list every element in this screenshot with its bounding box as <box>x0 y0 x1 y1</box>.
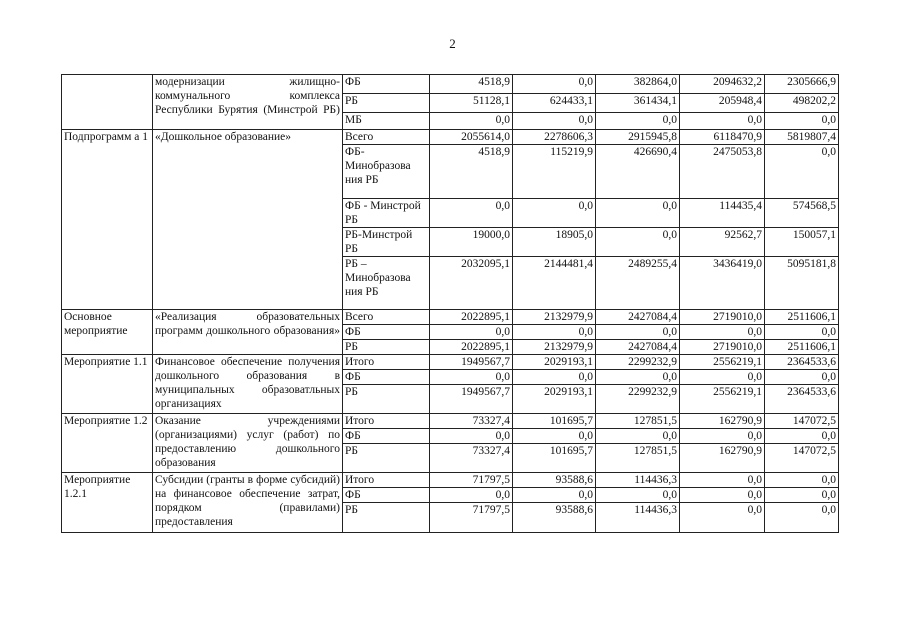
amount-cell: 0,0 <box>513 113 596 130</box>
program-name-cell: Мероприятие 1.1 <box>62 355 153 414</box>
program-name-cell: Мероприятие 1.2 <box>62 414 153 473</box>
amount-cell: 2132979,9 <box>513 340 596 355</box>
program-description-cell <box>153 310 343 355</box>
amount-cell: 2915945,8 <box>596 130 680 145</box>
program-description-text: модернизации жилищно-коммунального комплекса Республики Бурятия (Минстрой РБ) <box>155 76 340 116</box>
funding-source-cell: ФБ <box>343 325 430 340</box>
funding-source-cell: РБ <box>343 444 430 473</box>
program-name-cell: Мероприятие 1.2.1 <box>62 473 153 533</box>
funding-source-cell: ФБ - Минстрой РБ <box>343 199 430 228</box>
program-description-cell <box>153 355 343 414</box>
amount-cell: 0,0 <box>513 325 596 340</box>
amount-cell: 0,0 <box>513 75 596 94</box>
funding-source-cell: РБ – Минобразова ния РБ <box>343 257 430 310</box>
amount-cell: 2032095,1 <box>430 257 513 310</box>
amount-cell: 426690,4 <box>596 145 680 199</box>
amount-cell: 2029193,1 <box>513 355 596 370</box>
amount-cell: 115219,9 <box>513 145 596 199</box>
amount-cell: 574568,5 <box>765 199 839 228</box>
amount-cell: 0,0 <box>430 325 513 340</box>
funding-source-cell: ФБ <box>343 370 430 385</box>
amount-cell: 2427084,4 <box>596 340 680 355</box>
funding-source-cell: РБ <box>343 503 430 533</box>
amount-cell: 147072,5 <box>765 414 839 429</box>
amount-cell: 114435,4 <box>680 199 765 228</box>
amount-cell: 2022895,1 <box>430 310 513 325</box>
amount-cell: 2144481,4 <box>513 257 596 310</box>
program-name-cell: Основное мероприятие <box>62 310 153 355</box>
amount-cell: 51128,1 <box>430 94 513 113</box>
amount-cell: 0,0 <box>596 228 680 257</box>
amount-cell: 0,0 <box>430 429 513 444</box>
amount-cell: 0,0 <box>680 488 765 503</box>
amount-cell: 6118470,9 <box>680 130 765 145</box>
amount-cell: 0,0 <box>596 488 680 503</box>
amount-cell: 0,0 <box>765 488 839 503</box>
amount-cell: 1949567,7 <box>430 355 513 370</box>
amount-cell: 0,0 <box>430 488 513 503</box>
amount-cell: 4518,9 <box>430 145 513 199</box>
program-description-cell <box>153 473 343 533</box>
program-description-cell <box>153 130 343 310</box>
amount-cell: 0,0 <box>430 370 513 385</box>
budget-table <box>61 74 839 533</box>
amount-cell: 92562,7 <box>680 228 765 257</box>
amount-cell: 498202,2 <box>765 94 839 113</box>
amount-cell: 0,0 <box>430 199 513 228</box>
amount-cell: 624433,1 <box>513 94 596 113</box>
amount-cell: 71797,5 <box>430 473 513 488</box>
funding-source-cell: Итого <box>343 414 430 429</box>
amount-cell: 0,0 <box>765 145 839 199</box>
amount-cell: 114436,3 <box>596 473 680 488</box>
amount-cell: 0,0 <box>680 473 765 488</box>
funding-source-cell: РБ <box>343 340 430 355</box>
funding-source-cell: РБ-Минстрой РБ <box>343 228 430 257</box>
amount-cell: 0,0 <box>765 429 839 444</box>
amount-cell: 2556219,1 <box>680 385 765 414</box>
funding-source-cell: ФБ <box>343 488 430 503</box>
amount-cell: 73327,4 <box>430 444 513 473</box>
amount-cell: 0,0 <box>680 370 765 385</box>
amount-cell: 2305666,9 <box>765 75 839 94</box>
amount-cell: 2556219,1 <box>680 355 765 370</box>
funding-source-cell: Итого <box>343 473 430 488</box>
program-description-text: «Дошкольное образование» <box>155 131 292 143</box>
funding-source-cell: Итого <box>343 355 430 370</box>
amount-cell: 2055614,0 <box>430 130 513 145</box>
amount-cell: 0,0 <box>765 325 839 340</box>
program-description-cell <box>153 75 343 130</box>
amount-cell: 2489255,4 <box>596 257 680 310</box>
amount-cell: 0,0 <box>513 370 596 385</box>
program-description-text: Финансовое обеспечение получения дошкольного образования в муниципальных образоватльных организациях <box>155 356 340 410</box>
amount-cell: 19000,0 <box>430 228 513 257</box>
amount-cell: 0,0 <box>680 503 765 533</box>
amount-cell: 93588,6 <box>513 503 596 533</box>
amount-cell: 0,0 <box>596 429 680 444</box>
table-row <box>62 75 839 94</box>
amount-cell: 0,0 <box>765 473 839 488</box>
amount-cell: 2719010,0 <box>680 340 765 355</box>
page-number: 2 <box>449 36 456 51</box>
table-row <box>62 310 839 325</box>
amount-cell: 0,0 <box>596 199 680 228</box>
amount-cell: 2022895,1 <box>430 340 513 355</box>
amount-cell: 205948,4 <box>680 94 765 113</box>
program-name-cell <box>62 75 153 130</box>
amount-cell: 2364533,6 <box>765 385 839 414</box>
amount-cell: 0,0 <box>680 429 765 444</box>
amount-cell: 73327,4 <box>430 414 513 429</box>
funding-source-cell: РБ <box>343 385 430 414</box>
amount-cell: 71797,5 <box>430 503 513 533</box>
amount-cell: 0,0 <box>765 503 839 533</box>
amount-cell: 0,0 <box>680 113 765 130</box>
program-description-cell <box>153 414 343 473</box>
amount-cell: 0,0 <box>513 488 596 503</box>
amount-cell: 147072,5 <box>765 444 839 473</box>
table-row <box>62 473 839 488</box>
table-row <box>62 414 839 429</box>
funding-source-cell: МБ <box>343 113 430 130</box>
amount-cell: 162790,9 <box>680 444 765 473</box>
amount-cell: 101695,7 <box>513 444 596 473</box>
amount-cell: 1949567,7 <box>430 385 513 414</box>
amount-cell: 0,0 <box>596 370 680 385</box>
table-row <box>62 355 839 370</box>
amount-cell: 2299232,9 <box>596 385 680 414</box>
amount-cell: 2278606,3 <box>513 130 596 145</box>
amount-cell: 2427084,4 <box>596 310 680 325</box>
funding-source-cell: ФБ <box>343 75 430 94</box>
program-description-text: Субсидии (гранты в форме субсидий) на финансовое обеспечение затрат, порядком (правилами) предоставления <box>155 474 340 528</box>
amount-cell: 0,0 <box>596 325 680 340</box>
amount-cell: 2511606,1 <box>765 340 839 355</box>
amount-cell: 2094632,2 <box>680 75 765 94</box>
amount-cell: 2511606,1 <box>765 310 839 325</box>
amount-cell: 93588,6 <box>513 473 596 488</box>
amount-cell: 101695,7 <box>513 414 596 429</box>
amount-cell: 361434,1 <box>596 94 680 113</box>
amount-cell: 0,0 <box>430 113 513 130</box>
amount-cell: 0,0 <box>513 429 596 444</box>
amount-cell: 3436419,0 <box>680 257 765 310</box>
amount-cell: 127851,5 <box>596 414 680 429</box>
amount-cell: 2719010,0 <box>680 310 765 325</box>
amount-cell: 382864,0 <box>596 75 680 94</box>
amount-cell: 0,0 <box>765 113 839 130</box>
funding-source-cell: ФБ <box>343 429 430 444</box>
table-body <box>62 75 839 533</box>
amount-cell: 0,0 <box>680 325 765 340</box>
amount-cell: 0,0 <box>513 199 596 228</box>
amount-cell: 127851,5 <box>596 444 680 473</box>
amount-cell: 150057,1 <box>765 228 839 257</box>
amount-cell: 5819807,4 <box>765 130 839 145</box>
funding-source-cell: Всего <box>343 310 430 325</box>
table-row <box>62 130 839 145</box>
amount-cell: 2029193,1 <box>513 385 596 414</box>
amount-cell: 114436,3 <box>596 503 680 533</box>
program-name-cell: Подпрограмм а 1 <box>62 130 153 310</box>
amount-cell: 0,0 <box>596 113 680 130</box>
program-description-text: «Реализация образовательных программ дошкольного образования» <box>155 311 340 337</box>
amount-cell: 2475053,8 <box>680 145 765 199</box>
program-description-text: Оказание учреждениями (организациями) услуг (работ) по предоставлению дошкольного образования <box>155 415 340 469</box>
amount-cell: 18905,0 <box>513 228 596 257</box>
amount-cell: 4518,9 <box>430 75 513 94</box>
amount-cell: 2132979,9 <box>513 310 596 325</box>
amount-cell: 0,0 <box>765 370 839 385</box>
funding-source-cell: РБ <box>343 94 430 113</box>
amount-cell: 5095181,8 <box>765 257 839 310</box>
funding-source-cell: Всего <box>343 130 430 145</box>
amount-cell: 162790,9 <box>680 414 765 429</box>
amount-cell: 2364533,6 <box>765 355 839 370</box>
funding-source-cell: ФБ-Минобразова ния РБ <box>343 145 430 199</box>
amount-cell: 2299232,9 <box>596 355 680 370</box>
